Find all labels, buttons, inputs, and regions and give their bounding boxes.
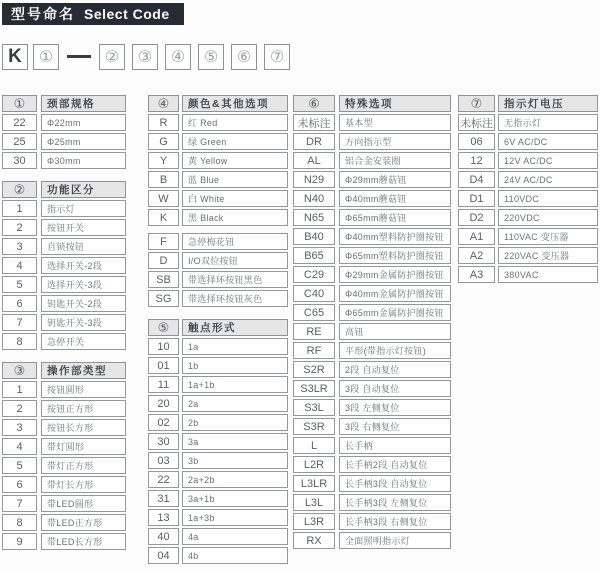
row-desc-cell: 高钮: [339, 323, 451, 340]
table-row: [2, 219, 126, 236]
row-code-cell: Y: [148, 152, 179, 169]
row-code-cell: 11: [148, 376, 179, 393]
code-position-boxes: [99, 44, 297, 70]
table-header: [2, 181, 126, 198]
row-desc-cell: 长手柄: [339, 437, 451, 454]
row-group: [293, 114, 451, 549]
row-code-cell: 04: [148, 547, 179, 564]
table-row: [2, 457, 126, 474]
row-code-cell: L3LR: [293, 475, 335, 492]
table-header: [148, 319, 288, 336]
table-row: [2, 238, 126, 255]
row-code-cell: S3LR: [293, 380, 335, 397]
row-code-cell: C40: [293, 285, 335, 302]
table-row: [148, 114, 288, 131]
row-desc-cell: 长手柄3段 左侧复位: [339, 494, 451, 511]
row-code-cell: N65: [293, 209, 335, 226]
row-code-cell: RX: [293, 532, 335, 549]
row-code-cell: B65: [293, 247, 335, 264]
table-title: 特殊选项: [339, 95, 451, 112]
table-row: [293, 247, 451, 264]
table-row: [148, 233, 288, 250]
row-code-cell: L3L: [293, 494, 335, 511]
row-group: [458, 114, 598, 283]
row-desc-cell: 长手柄2段 自动复位: [339, 456, 451, 473]
row-desc-cell: 带灯正方形: [41, 457, 126, 474]
row-desc-cell: 3段 自动复位: [339, 380, 451, 397]
row-desc-cell: 3a: [182, 433, 288, 450]
row-group: [148, 338, 288, 564]
row-desc-cell: 220VDC: [498, 209, 598, 226]
row-desc-cell: 方向指示型: [339, 133, 451, 150]
row-desc-cell: 12V AC/DC: [498, 152, 598, 169]
table-row: [2, 276, 126, 293]
row-group: [2, 114, 126, 169]
row-desc-cell: 4a: [182, 528, 288, 545]
row-desc-cell: Φ65mm塑料防护圈按钮: [339, 247, 451, 264]
table-row: [2, 333, 126, 350]
row-desc-cell: 带选择环按钮灰色: [182, 290, 288, 307]
row-code-cell: D: [148, 252, 179, 269]
table-title: 颜色&其他选项: [182, 95, 288, 112]
row-desc-cell: 急停开关: [41, 333, 126, 350]
row-desc-cell: 选择开关-3段: [41, 276, 126, 293]
row-desc-cell: Φ22mm: [41, 114, 126, 131]
table-row: [2, 476, 126, 493]
row-desc-cell: 3段 左侧复位: [339, 399, 451, 416]
table-row: [293, 190, 451, 207]
row-code-cell: SG: [148, 290, 179, 307]
table-row: [148, 171, 288, 188]
row-code-cell: 22: [2, 114, 37, 131]
row-code-cell: D4: [458, 171, 495, 188]
row-code-cell: 40: [148, 528, 179, 545]
table-③: [2, 362, 126, 550]
row-code-cell: 1: [2, 381, 37, 398]
table-row: [458, 266, 598, 283]
table-row: [293, 209, 451, 226]
table-row: [2, 295, 126, 312]
row-desc-cell: 1a+3b: [182, 509, 288, 526]
row-code-cell: 9: [2, 533, 37, 550]
dash-separator: [59, 55, 99, 58]
row-desc-cell: Φ40mm塑料防护圈按钮: [339, 228, 451, 245]
table-title: 颈部规格: [41, 95, 126, 112]
row-group: [2, 200, 126, 350]
table-row: [148, 509, 288, 526]
row-desc-cell: 自锁按钮: [41, 238, 126, 255]
row-code-cell: 30: [148, 433, 179, 450]
row-desc-cell: 2a+2b: [182, 471, 288, 488]
row-desc-cell: 蓝 Blue: [182, 171, 288, 188]
row-desc-cell: 2段 自动复位: [339, 361, 451, 378]
row-code-cell: D1: [458, 190, 495, 207]
row-code-cell: 20: [148, 395, 179, 412]
row-code-cell: A2: [458, 247, 495, 264]
table-number-badge: ⑥: [293, 95, 335, 112]
row-desc-cell: 3b: [182, 452, 288, 469]
table-row: [293, 494, 451, 511]
row-desc-cell: 3a+1b: [182, 490, 288, 507]
table-④: [148, 95, 288, 307]
table-row: [293, 285, 451, 302]
code-position-6-box: ⑥: [231, 44, 257, 70]
table-row: [293, 399, 451, 416]
row-code-cell: 5: [2, 457, 37, 474]
row-desc-cell: 带LED圆形: [41, 495, 126, 512]
table-header: [293, 95, 451, 112]
row-code-cell: D2: [458, 209, 495, 226]
row-desc-cell: Φ29mm蘑菇钮: [339, 171, 451, 188]
row-group: [148, 114, 288, 226]
table-header: [458, 95, 598, 112]
table-title: 触点形式: [182, 319, 288, 336]
table-row: [458, 228, 598, 245]
row-desc-cell: 带LED长方形: [41, 533, 126, 550]
row-desc-cell: 绿 Green: [182, 133, 288, 150]
row-code-cell: N29: [293, 171, 335, 188]
row-code-cell: 22: [148, 471, 179, 488]
row-code-cell: 8: [2, 514, 37, 531]
table-row: [148, 290, 288, 307]
row-code-cell: 6: [2, 476, 37, 493]
row-desc-cell: 全面照明指示灯: [339, 532, 451, 549]
table-row: [148, 414, 288, 431]
table-row: [293, 342, 451, 359]
table-row: [2, 314, 126, 331]
table-row: [458, 190, 598, 207]
table-row: [2, 419, 126, 436]
page-title: [2, 3, 184, 25]
row-code-cell: SB: [148, 271, 179, 288]
table-header: [2, 362, 126, 379]
table-row: [458, 133, 598, 150]
table-header: [148, 95, 288, 112]
row-code-cell: 4: [2, 438, 37, 455]
table-row: [148, 452, 288, 469]
row-desc-cell: I/O双位按钮: [182, 252, 288, 269]
row-desc-cell: 1a+1b: [182, 376, 288, 393]
table-header: [2, 95, 126, 112]
table-row: [293, 304, 451, 321]
row-desc-cell: 按钮圆形: [41, 381, 126, 398]
code-position-3-box: ③: [132, 44, 158, 70]
dash-bar: [67, 55, 91, 58]
row-group: [2, 381, 126, 550]
row-desc-cell: 2b: [182, 414, 288, 431]
table-row: [293, 437, 451, 454]
row-code-cell: 2: [2, 219, 37, 236]
row-desc-cell: 2a: [182, 395, 288, 412]
row-desc-cell: Φ65mm蘑菇钮: [339, 209, 451, 226]
row-code-cell: 01: [148, 357, 179, 374]
table-⑥: [293, 95, 451, 549]
table-⑦: [458, 95, 598, 283]
table-row: [2, 114, 126, 131]
table-column-4: [458, 95, 598, 285]
row-desc-cell: 按钮开关: [41, 219, 126, 236]
table-row: [458, 114, 598, 131]
row-code-cell: DR: [293, 133, 335, 150]
table-column-2: [148, 95, 288, 566]
row-desc-cell: 钥匙开关-2段: [41, 295, 126, 312]
table-row: [293, 114, 451, 131]
table-row: [148, 376, 288, 393]
table-row: [2, 438, 126, 455]
page-title-en: Select Code: [84, 6, 170, 22]
table-row: [148, 471, 288, 488]
table-row: [293, 513, 451, 530]
row-desc-cell: 按钮长方形: [41, 419, 126, 436]
row-code-cell: L2R: [293, 456, 335, 473]
code-position-4-box: ④: [165, 44, 191, 70]
row-desc-cell: Φ29mm金属防护圈按钮: [339, 266, 451, 283]
row-desc-cell: 3段 右侧复位: [339, 418, 451, 435]
row-desc-cell: 选择开关-2段: [41, 257, 126, 274]
row-code-cell: 1: [2, 200, 37, 217]
row-code-cell: 25: [2, 133, 37, 150]
table-row: [148, 395, 288, 412]
row-desc-cell: 24V AC/DC: [498, 171, 598, 188]
table-row: [458, 152, 598, 169]
row-code-cell: 31: [148, 490, 179, 507]
table-row: [293, 475, 451, 492]
row-desc-cell: Φ40mm蘑菇钮: [339, 190, 451, 207]
row-code-cell: S3R: [293, 418, 335, 435]
row-desc-cell: 长手柄3段 自动复位: [339, 475, 451, 492]
table-row: [2, 495, 126, 512]
row-code-cell: RE: [293, 323, 335, 340]
row-desc-cell: Φ25mm: [41, 133, 126, 150]
row-desc-cell: 急停梅花钮: [182, 233, 288, 250]
table-row: [148, 252, 288, 269]
table-number-badge: ②: [2, 181, 37, 198]
row-desc-cell: 铝合金安装圈: [339, 152, 451, 169]
row-code-cell: 8: [2, 333, 37, 350]
row-code-cell: 03: [148, 452, 179, 469]
row-group: [148, 233, 288, 307]
table-row: [148, 433, 288, 450]
table-number-badge: ⑤: [148, 319, 179, 336]
table-title: 指示灯电压: [498, 95, 598, 112]
row-code-cell: 06: [458, 133, 495, 150]
table-row: [293, 152, 451, 169]
row-desc-cell: Φ30mm: [41, 152, 126, 169]
table-row: [2, 200, 126, 217]
table-row: [458, 209, 598, 226]
table-row: [2, 133, 126, 150]
row-desc-cell: 无指示灯: [498, 114, 598, 131]
table-column-1: [2, 95, 126, 552]
table-row: [148, 490, 288, 507]
table-row: [293, 380, 451, 397]
row-code-cell: B40: [293, 228, 335, 245]
row-desc-cell: 带灯长方形: [41, 476, 126, 493]
table-row: [293, 266, 451, 283]
row-code-cell: 13: [148, 509, 179, 526]
code-prefix-box: K: [2, 44, 28, 70]
table-column-3: [293, 95, 451, 551]
table-row: [2, 152, 126, 169]
row-code-cell: R: [148, 114, 179, 131]
row-code-cell: 7: [2, 314, 37, 331]
table-row: [458, 171, 598, 188]
row-code-cell: AL: [293, 152, 335, 169]
table-title: 操作部类型: [41, 362, 126, 379]
row-desc-cell: 带选择环按钮黑色: [182, 271, 288, 288]
row-code-cell: 2: [2, 400, 37, 417]
code-position-7-box: ⑦: [264, 44, 290, 70]
table-row: [148, 133, 288, 150]
row-code-cell: B: [148, 171, 179, 188]
row-desc-cell: 380VAC: [498, 266, 598, 283]
table-row: [293, 456, 451, 473]
row-desc-cell: 指示灯: [41, 200, 126, 217]
table-row: [2, 533, 126, 550]
table-row: [293, 532, 451, 549]
row-desc-cell: Φ40mm金属防护圈按钮: [339, 285, 451, 302]
row-desc-cell: 红 Red: [182, 114, 288, 131]
row-desc-cell: 带灯圆形: [41, 438, 126, 455]
table-row: [148, 528, 288, 545]
table-②: [2, 181, 126, 350]
row-desc-cell: 基本型: [339, 114, 451, 131]
row-desc-cell: 6V AC/DC: [498, 133, 598, 150]
table-row: [148, 209, 288, 226]
table-row: [2, 257, 126, 274]
table-row: [458, 247, 598, 264]
row-code-cell: N40: [293, 190, 335, 207]
row-code-cell: 3: [2, 419, 37, 436]
model-code-builder: [2, 43, 297, 70]
table-row: [148, 190, 288, 207]
row-code-cell: RF: [293, 342, 335, 359]
code-position-2-box: ②: [99, 44, 125, 70]
row-code-cell: L: [293, 437, 335, 454]
row-code-cell: 7: [2, 495, 37, 512]
table-row: [148, 338, 288, 355]
row-code-cell: 未标注: [293, 114, 335, 131]
table-row: [293, 133, 451, 150]
row-code-cell: G: [148, 133, 179, 150]
row-code-cell: 12: [458, 152, 495, 169]
row-code-cell: 未标注: [458, 114, 495, 131]
row-code-cell: A3: [458, 266, 495, 283]
row-desc-cell: 110VAC 变压器: [498, 228, 598, 245]
table-row: [148, 547, 288, 564]
row-code-cell: K: [148, 209, 179, 226]
row-desc-cell: 220VAC 变压器: [498, 247, 598, 264]
table-row: [293, 323, 451, 340]
row-desc-cell: 按钮正方形: [41, 400, 126, 417]
table-row: [148, 271, 288, 288]
row-desc-cell: 1a: [182, 338, 288, 355]
row-desc-cell: 带LED正方形: [41, 514, 126, 531]
row-code-cell: S3L: [293, 399, 335, 416]
row-desc-cell: 钥匙开关-3段: [41, 314, 126, 331]
row-desc-cell: 黄 Yellow: [182, 152, 288, 169]
row-code-cell: 02: [148, 414, 179, 431]
row-desc-cell: 平形(带指示灯按钮): [339, 342, 451, 359]
row-code-cell: A1: [458, 228, 495, 245]
row-code-cell: S2R: [293, 361, 335, 378]
row-code-cell: C29: [293, 266, 335, 283]
row-code-cell: F: [148, 233, 179, 250]
table-number-badge: ⑦: [458, 95, 495, 112]
table-row: [293, 171, 451, 188]
row-code-cell: 3: [2, 238, 37, 255]
table-number-badge: ④: [148, 95, 179, 112]
row-desc-cell: 长手柄3段 右侧复位: [339, 513, 451, 530]
table-row: [2, 514, 126, 531]
table-row: [293, 228, 451, 245]
row-code-cell: 30: [2, 152, 37, 169]
table-row: [148, 152, 288, 169]
row-desc-cell: 4b: [182, 547, 288, 564]
row-desc-cell: 1b: [182, 357, 288, 374]
table-①: [2, 95, 126, 169]
table-⑤: [148, 319, 288, 564]
table-number-badge: ③: [2, 362, 37, 379]
table-row: [2, 400, 126, 417]
row-code-cell: 6: [2, 295, 37, 312]
row-desc-cell: Φ65mm金属防护圈按钮: [339, 304, 451, 321]
page-title-zh: 型号命名: [11, 6, 75, 22]
row-desc-cell: 黑 Black: [182, 209, 288, 226]
row-code-cell: W: [148, 190, 179, 207]
code-position-1-box: ①: [33, 44, 59, 70]
table-row: [2, 381, 126, 398]
row-code-cell: L3R: [293, 513, 335, 530]
table-row: [293, 418, 451, 435]
row-desc-cell: 110VDC: [498, 190, 598, 207]
row-code-cell: 4: [2, 257, 37, 274]
table-title: 功能区分: [41, 181, 126, 198]
code-position-5-box: ⑤: [198, 44, 224, 70]
table-number-badge: ①: [2, 95, 37, 112]
row-desc-cell: 白 White: [182, 190, 288, 207]
row-code-cell: 5: [2, 276, 37, 293]
table-row: [293, 361, 451, 378]
row-code-cell: 10: [148, 338, 179, 355]
row-code-cell: C65: [293, 304, 335, 321]
table-row: [148, 357, 288, 374]
